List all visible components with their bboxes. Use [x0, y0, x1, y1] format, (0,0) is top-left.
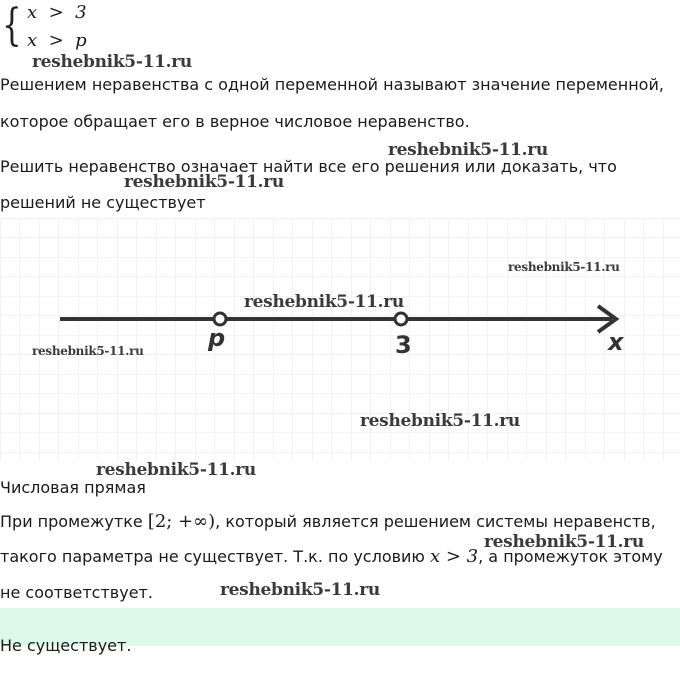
system-line-2: x > p — [27, 30, 87, 51]
watermark: reshebnik5-11.ru — [360, 411, 520, 431]
watermark: reshebnik5-11.ru — [32, 52, 192, 72]
watermark: reshebnik5-11.ru — [32, 344, 144, 358]
inequality-system — [0, 0, 120, 56]
axis-x-label: x — [608, 328, 624, 356]
watermark: reshebnik5-11.ru — [124, 172, 284, 192]
explanation-line-1-before: При промежутке — [0, 512, 148, 531]
point-3-marker — [395, 313, 407, 325]
explanation-line-1 — [0, 511, 656, 533]
watermark: reshebnik5-11.ru — [244, 292, 404, 312]
watermark: reshebnik5-11.ru — [220, 580, 380, 600]
system-line-1: x > 3 — [27, 2, 87, 23]
watermark: reshebnik5-11.ru — [388, 140, 548, 160]
watermark: reshebnik5-11.ru — [484, 532, 644, 552]
condition-math: x > 3 — [429, 546, 479, 567]
explanation-line-2-after: , а промежуток этому — [478, 547, 663, 566]
solve-definition-line-1: Решить неравенство означает найти все его решения или доказать, что — [0, 157, 617, 176]
point-p-label: p — [208, 324, 226, 352]
grid-background — [0, 218, 680, 460]
figure-caption: Числовая прямая — [0, 478, 146, 497]
watermark: reshebnik5-11.ru — [96, 460, 256, 480]
curly-brace: { — [2, 0, 22, 51]
interval-math: [2; +∞) — [147, 511, 216, 532]
watermark: reshebnik5-11.ru — [508, 260, 620, 274]
answer-text: Не существует. — [0, 636, 132, 655]
number-line-figure — [0, 218, 680, 460]
definition-line-1: Решением неравенства с одной переменной называют значение переменной, — [0, 75, 664, 94]
explanation-line-3: не соответствует. — [0, 583, 153, 602]
number-line-svg — [0, 218, 680, 460]
explanation-line-1-after: , который является решением системы неравенств, — [215, 512, 656, 531]
explanation-line-2-before: такого параметра не существует. Т.к. по условию — [0, 547, 430, 566]
definition-line-2: которое обращает его в верное числовое неравенство. — [0, 112, 470, 131]
point-3-label: 3 — [395, 331, 412, 359]
solve-definition-line-2: решений не существует — [0, 193, 206, 212]
